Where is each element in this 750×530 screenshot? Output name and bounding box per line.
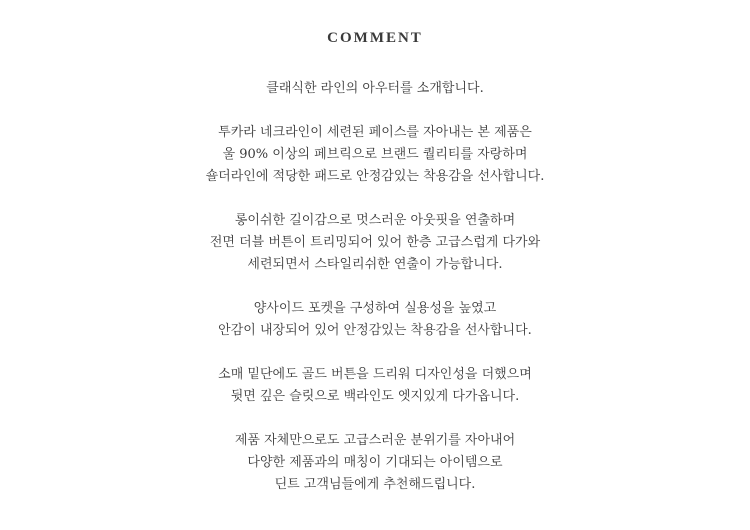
text-line: 소매 밑단에도 골드 버튼을 드리워 디자인성을 더했으며 bbox=[218, 367, 532, 382]
text-line: 양사이드 포켓을 구성하여 실용성을 높였고 bbox=[253, 301, 497, 316]
paragraph-pockets bbox=[0, 298, 750, 342]
text-line: 세련되면서 스타일리쉬한 연출이 가능합니다. bbox=[247, 257, 503, 272]
text-line: 딘트 고객님들에게 추천해드립니다. bbox=[274, 477, 476, 492]
text-line: 울 90% 이상의 페브릭으로 브랜드 퀄리티를 자랑하며 bbox=[222, 147, 528, 162]
text-line: 숄더라인에 적당한 패드로 안정감있는 착용감을 선사합니다. bbox=[205, 169, 545, 184]
section-heading: COMMENT bbox=[327, 30, 423, 46]
paragraph-intro bbox=[0, 78, 750, 100]
text-line: 전면 더블 버튼이 트리밍되어 있어 한층 고급스럽게 다가와 bbox=[209, 235, 541, 250]
text-line: 투카라 네크라인이 세련된 페이스를 자아내는 본 제품은 bbox=[218, 125, 532, 140]
text-line: 롱이쉬한 길이감으로 멋스러운 아웃핏을 연출하며 bbox=[234, 213, 516, 228]
comment-body bbox=[0, 78, 750, 518]
text-line: 제품 자체만으로도 고급스러운 분위기를 자아내어 bbox=[234, 433, 516, 448]
paragraph-details bbox=[0, 364, 750, 408]
text-line: 클래식한 라인의 아우터를 소개합니다. bbox=[266, 81, 484, 96]
paragraph-neckline bbox=[0, 122, 750, 188]
text-line: 뒷면 깊은 슬릿으로 백라인도 엣지있게 다가옵니다. bbox=[230, 389, 520, 404]
paragraph-length bbox=[0, 210, 750, 276]
text-line: 다양한 제품과의 매칭이 기대되는 아이템으로 bbox=[247, 455, 503, 470]
text-line: 안감이 내장되어 있어 안정감있는 착용감을 선사합니다. bbox=[218, 323, 532, 338]
paragraph-closing bbox=[0, 430, 750, 496]
